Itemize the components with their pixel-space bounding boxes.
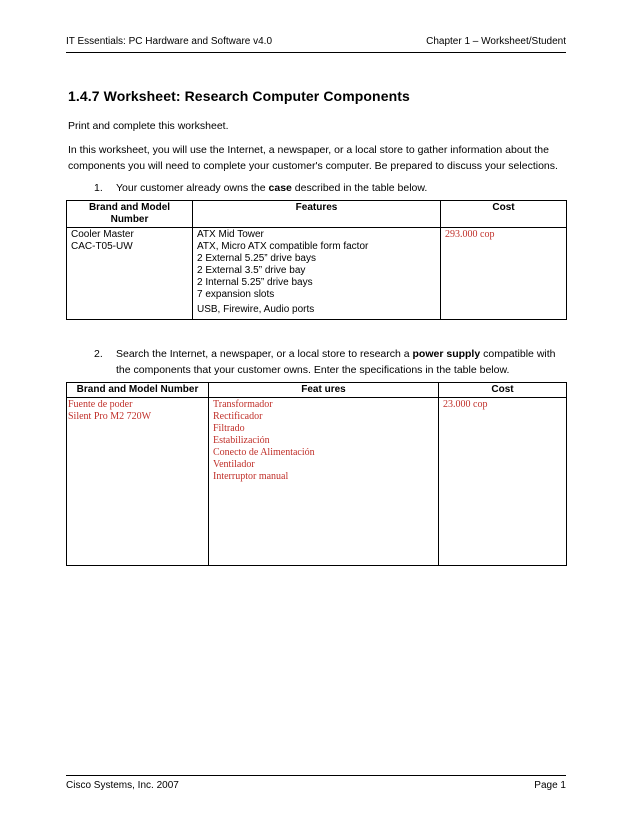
header-rule <box>66 52 566 53</box>
question-1-keyword: case <box>268 182 292 194</box>
case-brand-cell: Cooler Master CAC-T05-UW <box>67 228 193 320</box>
question-2-number: 2. <box>94 348 103 360</box>
footer-page-number: Page 1 <box>534 780 566 791</box>
intro-body: In this worksheet, you will use the Internet, a newspaper, or a local store to gather information about the components you will need to complete your customer's computer. Be prepared to discuss your selections. <box>68 144 558 172</box>
question-2: 2. Search the Internet, a newspaper, or a local store to research a power supply compatible with the components that your customer owns. Enter the specifications in the table below. <box>94 348 556 376</box>
question-2-keyword: power supply <box>412 348 481 360</box>
page-footer <box>66 780 566 791</box>
header-chapter: Chapter 1 – Worksheet/Student <box>426 36 566 47</box>
col-cost-header: Cost <box>441 201 567 228</box>
footer-company: Cisco Systems, Inc. 2007 <box>66 780 179 791</box>
col-brand-header: Brand and Model Number <box>67 201 193 228</box>
header-course: IT Essentials: PC Hardware and Software v4.0 <box>66 36 273 47</box>
case-features-cell: ATX Mid Tower ATX, Micro ATX compatible form factor 2 External 5.25” drive bays 2 External 3.5” drive bay 2 Internal 5.25” drive bays 7 expansion slots USB, Firewire, Audio ports <box>193 228 441 320</box>
ps-features-cell[interactable]: Transformador Rectificador Filtrado Estabilización Conecto de Alimentación Ventilador Interruptor manual <box>209 398 439 566</box>
worksheet-title: 1.4.7 Worksheet: Research Computer Components <box>68 88 410 104</box>
ps-col-brand-header: Brand and Model Number <box>67 383 209 398</box>
power-supply-row <box>67 398 567 566</box>
case-cost-cell: 293.000 cop <box>441 228 567 320</box>
page-header <box>66 36 566 47</box>
col-features-header: Features <box>193 201 441 228</box>
case-table <box>66 200 567 320</box>
case-table-row <box>67 228 567 320</box>
footer-rule <box>66 775 566 776</box>
question-1-number: 1. <box>94 182 103 194</box>
question-1: 1. Your customer already owns the case described in the table below. <box>94 182 428 194</box>
ps-col-features-header: Feat ures <box>209 383 439 398</box>
case-table-header-row <box>67 201 567 228</box>
ps-cost-cell[interactable]: 23.000 cop <box>439 398 567 566</box>
intro-print: Print and complete this worksheet. <box>68 120 229 132</box>
ps-brand-cell[interactable]: Fuente de poder Silent Pro M2 720W <box>67 398 209 566</box>
power-supply-header-row <box>67 383 567 398</box>
ps-col-cost-header: Cost <box>439 383 567 398</box>
power-supply-table <box>66 382 567 566</box>
